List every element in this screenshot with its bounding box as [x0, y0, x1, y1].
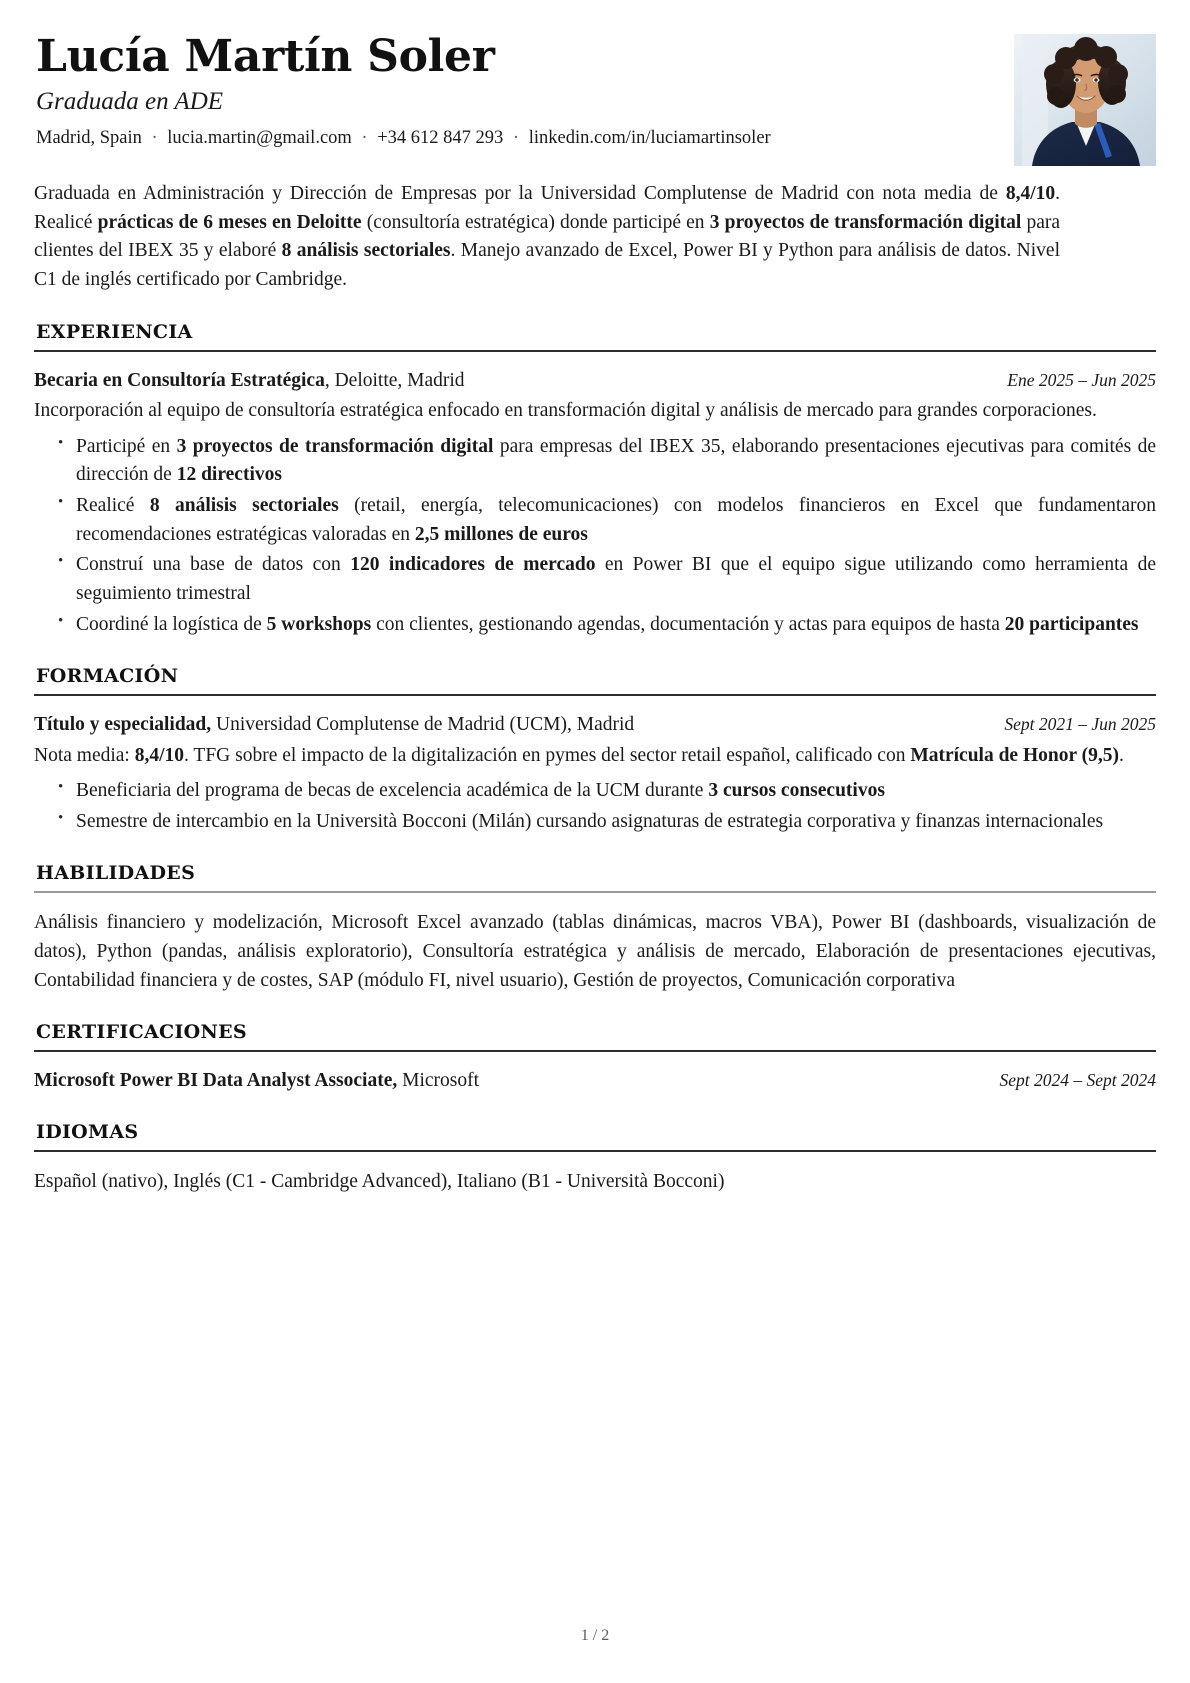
- entry-date-range: Ene 2025 – Jun 2025: [1007, 369, 1156, 390]
- section-divider: [34, 350, 1156, 352]
- bullet-text: para empresas del IBEX 35, elaborando presentaciones ejecutivas para comités de dirección de: [76, 435, 1157, 486]
- bullet-text: Beneficiaria del programa de becas de excelencia académica de la UCM durante: [76, 780, 709, 802]
- professional-summary: [34, 180, 1156, 295]
- entry-title: [34, 368, 465, 394]
- summary-text: Graduada en Administración y Dirección de Empresas por la Universidad Complutense de Madrid con nota media de: [34, 183, 1006, 204]
- section-heading-habilidades: HABILIDADES: [36, 862, 196, 885]
- summary-highlight: 8,4/10: [1005, 183, 1056, 204]
- section-certificaciones: [34, 1021, 1156, 1094]
- entry-bullet-list: [34, 433, 1156, 640]
- section-heading-formacion: FORMACIÓN: [36, 665, 179, 688]
- section-heading-experiencia: EXPERIENCIA: [36, 320, 193, 343]
- list-item: [54, 808, 1156, 837]
- section-divider: [34, 891, 1156, 893]
- header-text-block: [34, 31, 996, 150]
- section-idiomas: [34, 1121, 1156, 1197]
- summary-highlight: 3 proyectos de transformación digital: [709, 211, 1022, 233]
- bullet-text: con clientes, gestionando agendas, documentación y actas para equipos de hasta: [371, 613, 1005, 635]
- resume-header: [34, 31, 1156, 166]
- bullet-highlight: 120 indicadores de mercado: [350, 554, 596, 576]
- resume-sections: [34, 321, 1156, 1197]
- bullet-highlight: 5 workshops: [266, 613, 372, 635]
- section-formacion: [34, 665, 1156, 836]
- bullet-text: Realicé: [76, 494, 150, 516]
- entry-text: . TFG sobre el impacto de la digitalización en pymes del sector retail español, calificado con: [184, 744, 911, 766]
- entry-certificaciones: [34, 1068, 1156, 1094]
- habilidades-body: Análisis financiero y modelización, Microsoft Excel avanzado (tablas dinámicas, macros VBA), Power BI (dashboards, visualización de datos), Python (pandas, análisis exploratorio), Consultoría estratégica y análisis de mercado, Elaboración de presentaciones ejecutivas, Contabilidad financiera y de costes, SAP (módulo FI, nivel usuario), Gestión de proyectos, Comunicación corporativa: [34, 912, 1156, 991]
- section-divider: [34, 1050, 1156, 1052]
- contact-separator: ·: [512, 127, 520, 148]
- portrait-photo-icon: [1014, 34, 1156, 166]
- entry-organization: Microsoft: [397, 1070, 480, 1092]
- entry-experiencia: [34, 368, 1156, 640]
- bullet-highlight: 20 participantes: [1004, 613, 1139, 635]
- entry-role: Becaria en Consultoría Estratégica: [34, 369, 325, 391]
- page-indicator: 1 / 2: [580, 1627, 610, 1644]
- entry-text: .: [1119, 744, 1124, 766]
- entry-highlight: Matrícula de Honor (9,5): [910, 744, 1120, 766]
- bullet-highlight: 3 proyectos de transformación digital: [176, 435, 494, 457]
- list-item: [54, 433, 1156, 490]
- summary-text: para clientes del IBEX 35 y elaboré: [34, 211, 1060, 262]
- entry-title: [34, 712, 634, 738]
- bullet-highlight: 12 directivos: [176, 464, 282, 486]
- section-experiencia: [34, 321, 1156, 640]
- bullet-text: Participé en: [76, 435, 177, 457]
- section-heading-idiomas: IDIOMAS: [36, 1120, 139, 1143]
- contact-phone[interactable]: +34 612 847 293: [377, 127, 504, 148]
- entry-date-range: Sept 2021 – Jun 2025: [1004, 714, 1156, 735]
- list-item: [54, 492, 1156, 549]
- section-habilidades: [34, 862, 1156, 995]
- bullet-highlight: 3 cursos consecutivos: [708, 780, 885, 802]
- bullet-text: en Power BI que el equipo sigue utilizando como herramienta de seguimiento trimestral: [76, 554, 1157, 604]
- entry-bullet-list: [34, 777, 1156, 836]
- entry-formacion: [34, 712, 1156, 836]
- bullet-highlight: 2,5 millones de euros: [414, 523, 588, 545]
- page-footer: [0, 1627, 1190, 1645]
- page-title: Lucía Martín Soler: [36, 31, 495, 82]
- contact-line: [36, 126, 996, 150]
- entry-description: Incorporación al equipo de consultoría estratégica enfocado en transformación digital y análisis de mercado para grandes corporaciones.: [34, 399, 1097, 421]
- avatar: [1014, 34, 1156, 166]
- entry-header: [34, 368, 1156, 394]
- bullet-text: Construí una base de datos con: [76, 554, 351, 576]
- bullet-text: Coordiné la logística de: [76, 613, 267, 635]
- summary-text: . Realicé: [34, 183, 1060, 233]
- summary-text: . Manejo avanzado de Excel, Power BI y Python para análisis de datos. Nivel C1 de inglés certificado por Cambridge.: [34, 240, 1061, 290]
- entry-role: Título y especialidad,: [34, 714, 212, 736]
- entry-organization: Universidad Complutense de Madrid (UCM), Madrid: [211, 714, 635, 736]
- contact-separator: ·: [151, 127, 158, 148]
- summary-text: (consultoría estratégica) donde participé en: [361, 211, 710, 233]
- entry-header: [34, 1068, 1156, 1094]
- entry-header: [34, 712, 1156, 738]
- idiomas-body: Español (nativo), Inglés (C1 - Cambridge Advanced), Italiano (B1 - Università Bocconi): [34, 1170, 725, 1192]
- summary-highlight: 8 análisis sectoriales: [281, 240, 451, 262]
- list-item: [54, 611, 1156, 640]
- list-item: [54, 551, 1156, 608]
- contact-linkedin[interactable]: linkedin.com/in/luciamartinsoler: [528, 127, 771, 148]
- contact-separator: ·: [361, 127, 368, 148]
- section-divider: [34, 1150, 1156, 1152]
- contact-location: Madrid, Spain: [36, 127, 142, 148]
- section-heading-certificaciones: CERTIFICACIONES: [36, 1021, 247, 1044]
- summary-highlight: prácticas de 6 meses en Deloitte: [97, 211, 362, 233]
- contact-email[interactable]: lucia.martin@gmail.com: [167, 127, 352, 148]
- entry-title: [34, 1068, 479, 1094]
- entry-description: [34, 742, 1156, 771]
- bullet-text: (retail, energía, telecomunicaciones) con modelos financieros en Excel que fundamentaron recomendaciones estratégicas valoradas en: [76, 494, 1156, 545]
- entry-role: Microsoft Power BI Data Analyst Associate,: [34, 1070, 398, 1092]
- professional-headline: Graduada en ADE: [36, 87, 224, 115]
- entry-text: Nota media:: [34, 744, 135, 766]
- entry-highlight: 8,4/10: [134, 744, 185, 766]
- entry-organization: , Deloitte, Madrid: [324, 369, 465, 391]
- entry-date-range: Sept 2024 – Sept 2024: [999, 1070, 1156, 1091]
- list-item: [54, 777, 1156, 806]
- section-divider: [34, 694, 1156, 696]
- bullet-text: Semestre de intercambio en la Università Bocconi (Milán) cursando asignaturas de estrategia corporativa y finanzas internacionales: [76, 810, 1104, 832]
- bullet-highlight: 8 análisis sectoriales: [149, 494, 339, 516]
